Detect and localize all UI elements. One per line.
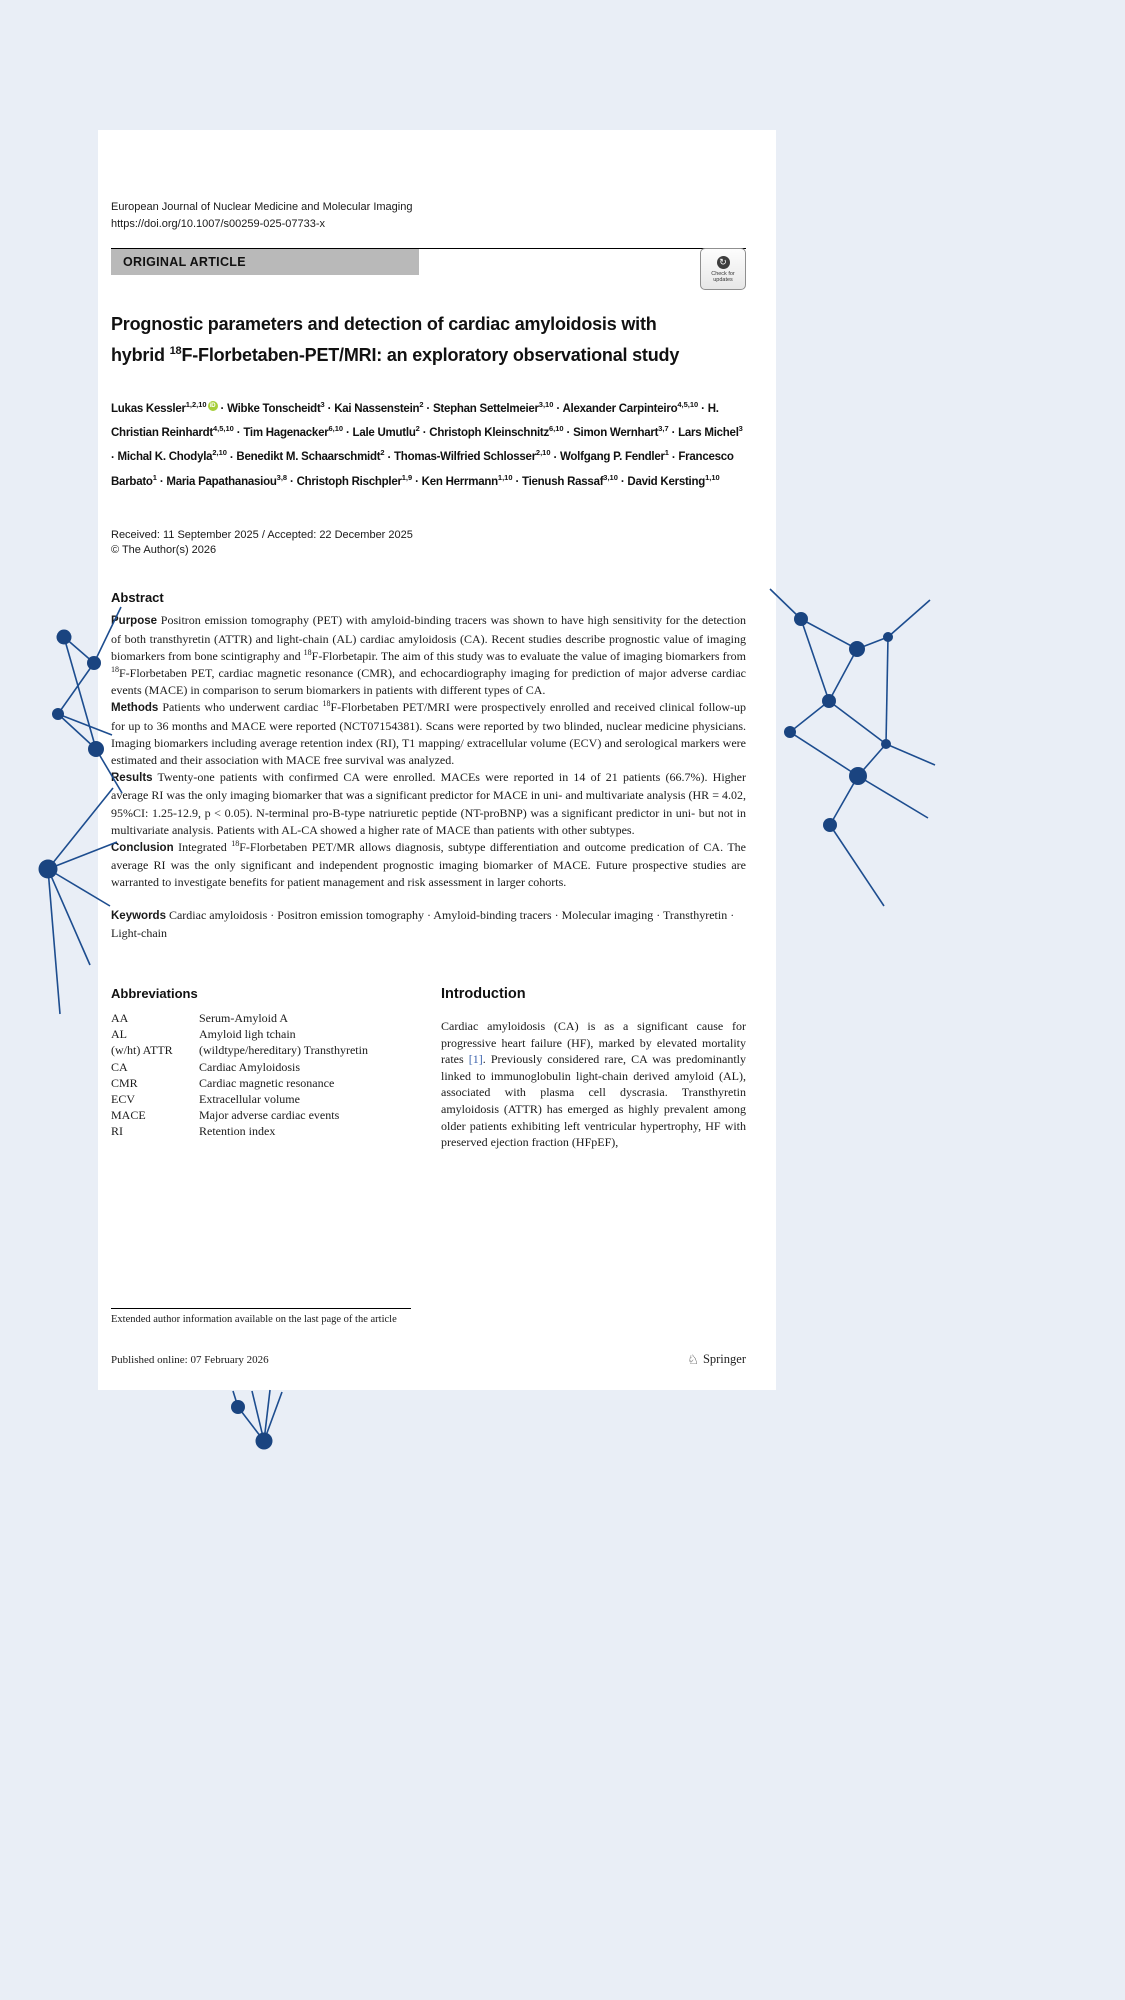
author-name: Alexander Carpinteiro$^{4,5,10}$ (562, 400, 699, 415)
orcid-icon[interactable]: iD (208, 401, 218, 411)
keywords-line: Keywords Cardiac amyloidosis · Positron emission tomography · Amyloid-binding tracers · Molecular imaging · Transthyretin · Light-chain (111, 907, 735, 940)
springer-horse-icon: ♘ (687, 1352, 699, 1367)
abbreviations-list (111, 1010, 413, 1140)
copyright-line: © The Author(s) 2026 (111, 544, 217, 557)
introduction-heading: Introduction (441, 985, 526, 1002)
abbreviation-row (111, 1123, 413, 1139)
author-name: Michal K. Chodyla$^{2,10}$ (117, 448, 227, 464)
two-column-section (111, 986, 746, 1151)
author-name: Christoph Kleinschnitz$^{6,10}$ (429, 424, 564, 440)
author-name: Francesco Barbato$^1$ (111, 451, 734, 488)
springer-logo (687, 1352, 746, 1367)
abbreviation-row (111, 1026, 413, 1042)
check-for-updates-badge[interactable] (700, 248, 746, 290)
footnote-rule (111, 1308, 411, 1309)
abstract-paragraph: Results Twenty-one patients with confirmed CA were enrolled. MACEs were reported in 14 of 21 patients (66.7%). Higher average RI was the only imaging biomarker that was a significant predictor for MACE in uni- and multivariate analysis (HR = 4.02, 95%CI: 1.25-12.9, p < 0.05). N-terminal pro-B-type natriuretic peptide (NT-proBNP) was a significant predictor in uni- but not in multivariate analysis. Patients with AL-CA showed a higher rate of MACE than patients with other subtypes. (111, 770, 746, 837)
author-name: Lale Umutlu$^2$ (352, 424, 420, 440)
abbreviation-key: (w/ht) ATTR (111, 1043, 173, 1058)
author-name: Wibke Tonscheidt$^3$ (227, 400, 325, 415)
introduction-column (441, 986, 746, 1151)
abbreviation-value: Retention index (199, 1124, 276, 1139)
author-name: Ken Herrmann$^{1,10}$ (421, 472, 513, 488)
abbreviation-row (111, 1042, 413, 1058)
doi-link[interactable]: https://doi.org/10.1007/s00259-025-07733-x (111, 218, 326, 230)
citation-link[interactable]: [1] (468, 1052, 483, 1067)
abbreviation-row (111, 1010, 413, 1026)
abbreviation-value: (wildtype/hereditary) Transthyretin (199, 1043, 368, 1058)
author-name: David Kersting$^{1,10}$ (627, 472, 720, 488)
author-name: Lars Michel$^3$ (678, 424, 743, 440)
abbreviation-row (111, 1091, 413, 1107)
abstract-paragraph: Methods Patients who underwent cardiac $^{18}$F-Florbetaben PET/MRI were prospectively enrolled and received clinical follow-up for up to 36 months and MACE were reported (NCT07154381). Scans were reported by two blinded, nuclear medicine physicians. Imaging biomarkers including average retention index (RI), T1 mapping/ extracellular volume (ECV) and serological markers were estimated and their association with MACE free survival was analyzed. (111, 699, 747, 767)
abbreviation-row (111, 1107, 413, 1123)
abbreviation-key: CA (111, 1059, 128, 1074)
abstract-body (111, 612, 746, 891)
article-title-line1: Prognostic parameters and detection of cardiac amyloidosis with (111, 314, 657, 334)
journal-name: European Journal of Nuclear Medicine and Molecular Imaging (111, 201, 413, 213)
dates-block (111, 528, 746, 558)
publication-footer (111, 1352, 746, 1367)
abbreviation-key: AA (111, 1010, 129, 1025)
abbreviations-column (111, 986, 413, 1151)
author-name: Kai Nassenstein$^2$ (334, 400, 424, 415)
author-name: Wolfgang P. Fendler$^1$ (560, 448, 669, 464)
author-list: Lukas Kessler$^{1,2,10}$ iD · Wibke Tonscheidt$^3$ · Kai Nassenstein$^2$ · Stephan Settelmeier$^{3,10}$ · Alexander Carpinteiro$^{4,5,10}$ · H. Christian Reinhardt$^{4,5,10}$ · Tim Hagenacker$^{6,10}$ · Lale Umutlu$^2$ · Christoph Kleinschnitz$^{6,10}$ · Simon Wernhart$^{3,7}$ · Lars Michel$^3$ · Michal K. Chodyla$^{2,10}$ · Benedikt M. Schaarschmidt$^2$ · Thomas-Wilfried Schlosser$^{2,10}$ · Wolfgang P. Fendler$^1$ · Francesco Barbato$^1$ · Maria Papathanasiou$^{3,8}$ · Christoph Rischpler$^{1,9}$ · Ken Herrmann$^{1,10}$ · Tienush Rassaf$^{3,10}$ · David Kersting$^{1,10}$ (111, 400, 743, 488)
abbreviation-key: RI (111, 1124, 123, 1139)
author-name: Stephan Settelmeier$^{3,10}$ (432, 400, 554, 415)
abbreviation-key: AL (111, 1027, 127, 1042)
author-name: Maria Papathanasiou$^{3,8}$ (166, 472, 288, 488)
footnote-text: Extended author information available on the last page of the article (111, 1314, 397, 1325)
author-name: Simon Wernhart$^{3,7}$ (573, 424, 669, 440)
author-name: Tienush Rassaf$^{3,10}$ (522, 472, 618, 488)
update-arrows-icon: ↻ (717, 256, 730, 269)
received-accepted: Received: 11 September 2025 / Accepted: 22 December 2025 (111, 529, 413, 542)
abbreviation-row (111, 1075, 413, 1091)
abstract-heading: Abstract (111, 590, 164, 606)
abbreviation-key: ECV (111, 1091, 135, 1106)
article-page (98, 130, 776, 1390)
author-name: Christoph Rischpler$^{1,9}$ (296, 472, 413, 488)
abbreviation-key: MACE (111, 1108, 146, 1123)
abbreviation-value: Cardiac magnetic resonance (199, 1075, 335, 1090)
abbreviation-value: Extracellular volume (199, 1091, 300, 1106)
abbreviation-value: Cardiac Amyloidosis (199, 1059, 300, 1074)
author-name: Tim Hagenacker$^{6,10}$ (243, 424, 344, 440)
article-title-line2: hybrid $^{18}$F-Florbetaben-PET/MRI: an exploratory observational study (111, 345, 680, 365)
author-name: Lukas Kessler$^{1,2,10}$ (111, 400, 207, 415)
author-name: Benedikt M. Schaarschmidt$^2$ (236, 448, 385, 464)
author-name: H. Christian Reinhardt$^{4,5,10}$ (111, 402, 719, 440)
abbreviations-heading: Abbreviations (111, 985, 198, 1001)
introduction-paragraph: Cardiac amyloidosis (CA) is as a significant cause for progressive heart failure (HF), marked by elevated mortality rates [1]. Previously considered rare, CA was predominantly linked to immunoglobulin light-chain derived amyloid (AL), associated with plasma cell dyscrasia. Transthyretin amyloidosis (ATTR) has emerged as highly prevalent among older patients exhibiting left ventricular hypertrophy, HF with preserved ejection fraction (HFpEF), (441, 1018, 746, 1150)
published-online: Published online: 07 February 2026 (111, 1353, 269, 1366)
author-name: Thomas-Wilfried Schlosser$^{2,10}$ (394, 448, 551, 464)
article-title (111, 311, 746, 369)
abstract-paragraph: Purpose Positron emission tomography (PET) with amyloid-binding tracers was shown to have high sensitivity for the detection of both transthyretin (ATTR) and light-chain (AL) cardiac amyloidosis (CA). Recent studies describe prognostic value of imaging biomarkers from bone scintigraphy and $^{18}$F-Florbetapir. The aim of this study was to evaluate the value of imaging biomarkers from $^{18}$F-Florbetaben PET, cardiac magnetic resonance (CMR), and echocardiography imaging for prediction of major adverse cardiac events (MACE) in comparison to serum biomarkers in patients with different types of CA. (111, 613, 746, 698)
author-info-footnote (111, 1308, 541, 1325)
header-rule (111, 248, 746, 275)
article-type-banner: ORIGINAL ARTICLE (111, 249, 419, 275)
abbreviation-key: CMR (111, 1075, 138, 1090)
abbreviation-value: Major adverse cardiac events (199, 1108, 340, 1123)
abbreviation-row (111, 1059, 413, 1075)
abbreviation-value: Amyloid ligh tchain (199, 1027, 296, 1042)
publisher-name: Springer (702, 1352, 746, 1366)
check-updates-label: Check for updates (711, 270, 735, 283)
abbreviation-value: Serum-Amyloid A (199, 1010, 288, 1025)
abstract-paragraph: Conclusion Integrated $^{18}$F-Florbetaben PET/MR allows diagnosis, subtype differentiation and outcome predication of CA. The average RI was the only significant and independent prognostic imaging biomarker of MACE. Future prospective studies are warranted to investigate benefits for patient management and risk assessment in larger cohorts. (111, 838, 746, 890)
